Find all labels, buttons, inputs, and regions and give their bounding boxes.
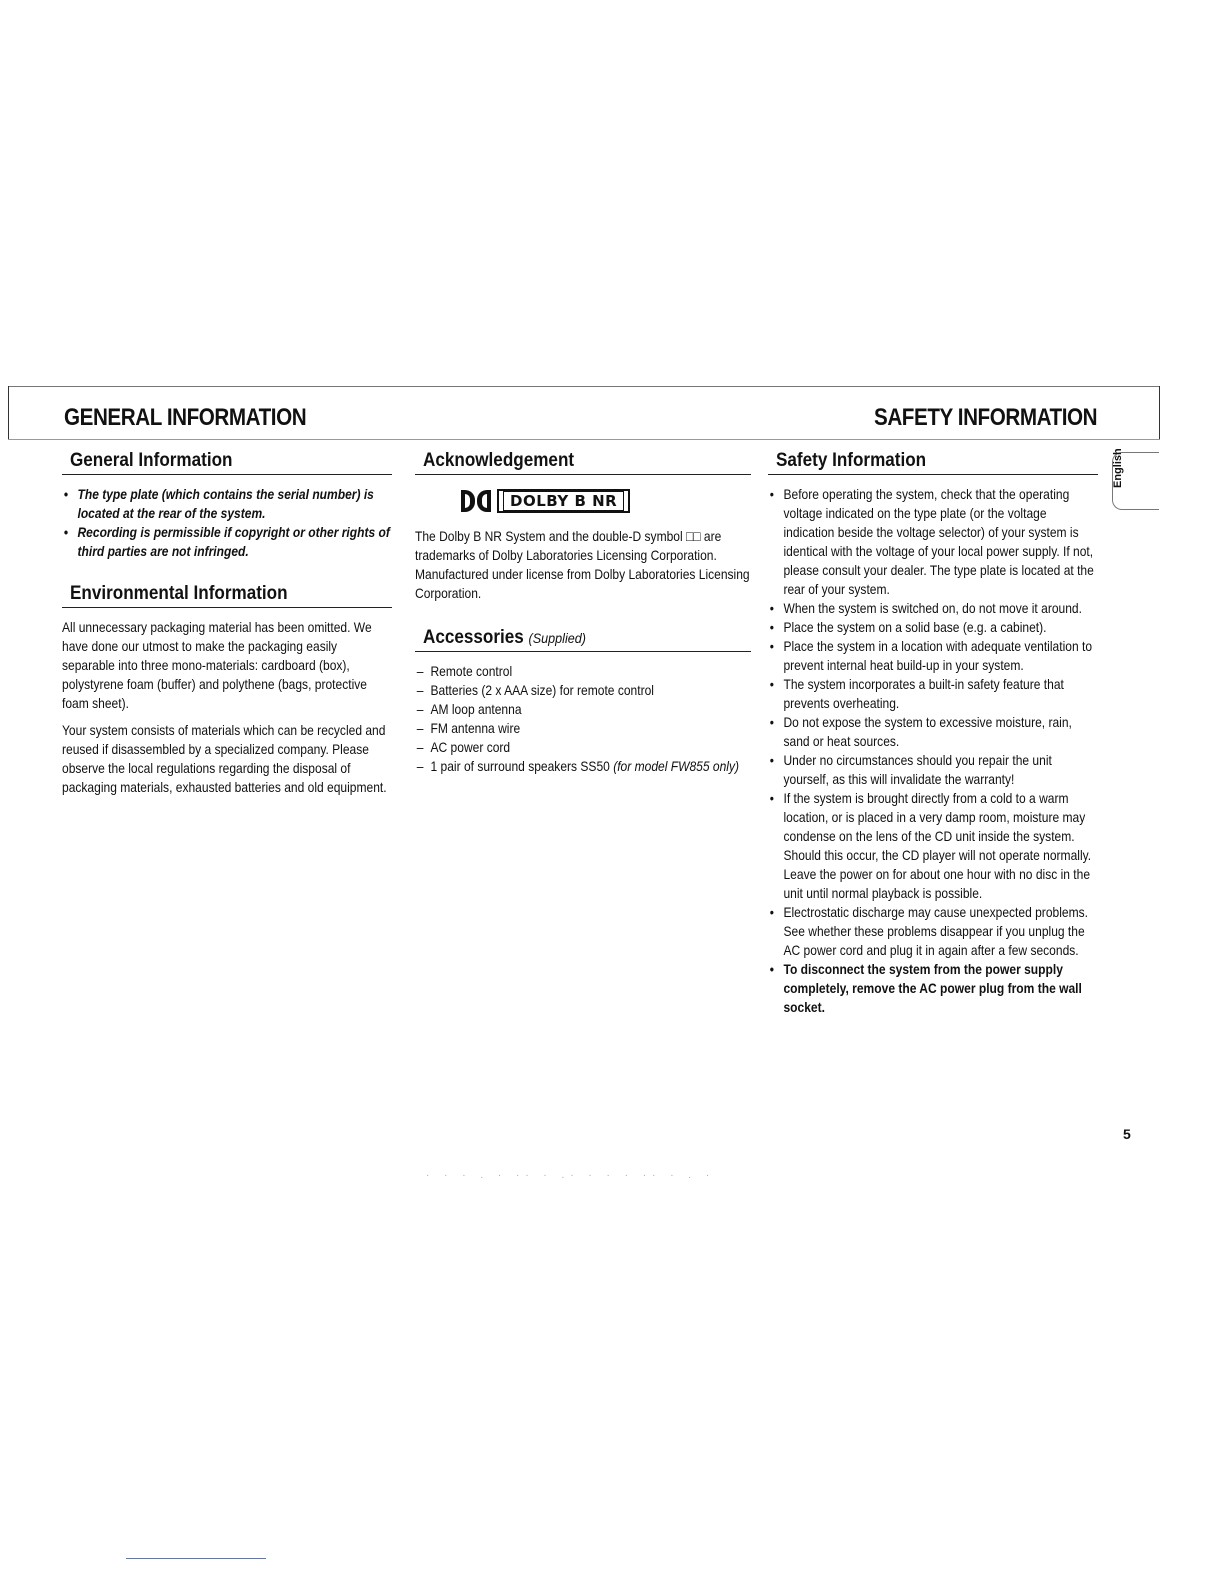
column-acknowledgement xyxy=(415,450,751,776)
header-frame-right-rule xyxy=(1159,386,1160,440)
environmental-paragraph: Your system consists of materials which can be recycled and reused if disassembled by a specialized company. Please observe the local regulations regarding the disposal of packaging materials, exhausted batteries and old equipment. xyxy=(62,722,387,795)
list-item: • Place the system on a solid base (e.g. a cabinet). xyxy=(768,618,1097,637)
scan-specks: · · · . · ·· · .· · · · ·· · . · xyxy=(426,1170,716,1181)
general-info-list xyxy=(62,485,391,561)
list-item: • Before operating the system, check that the operating voltage indicated on the type plate (or the voltage indication beside the voltage selector) of your system is identical with the voltage of your local power supply. If not, please consult your dealer. The type plate is located at the rear of your system. xyxy=(768,485,1097,599)
list-item: – Batteries (2 x AAA size) for remote control xyxy=(415,681,750,700)
dolby-b-nr-badge: DOLBY B NR xyxy=(497,489,630,513)
list-item: • If the system is brought directly from a cold to a warm location, or is placed in a very damp room, moisture may condense on the lens of the CD unit inside the system. Should this occur, the CD player will not operate normally. Leave the power on for about one hour with no disc in the unit until normal playback is possible. xyxy=(768,789,1097,903)
header-frame-bottom-rule xyxy=(8,439,1160,440)
accessories-section-title: Accessories (Supplied) xyxy=(415,627,751,652)
header-frame-left-rule xyxy=(8,386,9,440)
safety-section-title: Safety Information xyxy=(768,450,1098,475)
column-general xyxy=(62,450,392,805)
scan-edge-line xyxy=(126,1558,266,1559)
dolby-logo xyxy=(461,489,751,513)
environmental-section-title: Environmental Information xyxy=(62,583,392,608)
list-item: – AC power cord xyxy=(415,738,750,757)
safety-body xyxy=(768,485,1097,1017)
list-item: • The type plate (which contains the serial number) is located at the rear of the system. xyxy=(62,485,391,523)
safety-list xyxy=(768,485,1097,1017)
environmental-body xyxy=(62,618,391,797)
list-item: • The system incorporates a built-in safety feature that prevents overheating. xyxy=(768,675,1097,713)
list-item: – AM loop antenna xyxy=(415,700,750,719)
general-info-section-title: General Information xyxy=(62,450,392,475)
list-item: • Do not expose the system to excessive moisture, rain, sand or heat sources. xyxy=(768,713,1097,751)
general-information-heading: GENERAL INFORMATION xyxy=(64,404,307,431)
accessories-list xyxy=(415,662,750,776)
acknowledgement-body xyxy=(415,527,750,603)
list-item: – 1 pair of surround speakers SS50 (for model FW855 only) xyxy=(415,757,750,776)
acknowledgement-section-title: Acknowledgement xyxy=(415,450,751,475)
list-item: • Place the system in a location with adequate ventilation to prevent internal heat build-up in your system. xyxy=(768,637,1097,675)
language-tab-label: English xyxy=(1112,448,1124,488)
list-item: • Recording is permissible if copyright or other rights of third parties are not infringed. xyxy=(62,523,391,561)
column-safety xyxy=(768,450,1098,1017)
list-item: – Remote control xyxy=(415,662,750,681)
list-item: • To disconnect the system from the power supply completely, remove the AC power plug from the wall socket. xyxy=(768,960,1097,1017)
general-info-body xyxy=(62,485,391,561)
page-number: 5 xyxy=(1123,1126,1131,1142)
list-item: • Electrostatic discharge may cause unexpected problems. See whether these problems disappear if you unplug the AC power cord and plug it in again after a few seconds. xyxy=(768,903,1097,960)
list-item: – FM antenna wire xyxy=(415,719,750,738)
accessories-body xyxy=(415,662,750,776)
environmental-paragraph: All unnecessary packaging material has been omitted. We have done our utmost to make the packaging easily separable into three mono-materials: cardboard (box), polystyrene foam (buffer) and polythene (bags, protective foam sheet). xyxy=(62,619,372,711)
double-d-icon xyxy=(461,490,491,512)
acknowledgement-paragraph: The Dolby B NR System and the double-D symbol □□ are trademarks of Dolby Laboratories Licensing Corporation. Manufactured under license from Dolby Laboratories Licensing Corporation. xyxy=(415,528,750,601)
list-item: • When the system is switched on, do not move it around. xyxy=(768,599,1097,618)
list-item: • Under no circumstances should you repair the unit yourself, as this will invalidate the warranty! xyxy=(768,751,1097,789)
safety-information-heading: SAFETY INFORMATION xyxy=(874,404,1098,431)
